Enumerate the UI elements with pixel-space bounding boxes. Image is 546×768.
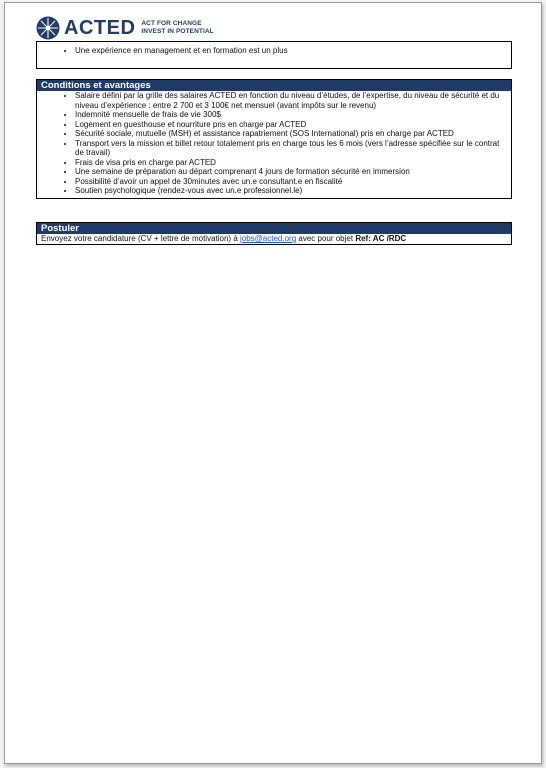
- list-item: • Soutien psychologique (rendez-vous avec un.e professionnel.le): [75, 186, 507, 196]
- logo-tagline: [141, 20, 213, 36]
- apply-text-middle: avec pour objet: [296, 234, 356, 243]
- logo-wordmark: ACTED: [64, 17, 136, 39]
- acted-logo: [36, 16, 214, 40]
- acted-globe-icon: [36, 16, 60, 40]
- conditions-section: [36, 79, 512, 199]
- conditions-heading: Conditions et avantages: [37, 80, 511, 91]
- list-item: • Logement en guesthouse et nourriture pris en charge par ACTED: [75, 120, 507, 130]
- profile-tail-box: [36, 41, 512, 69]
- apply-heading: Postuler: [37, 223, 511, 234]
- list-item: • Une expérience en management et en formation est un plus: [75, 46, 507, 56]
- profile-tail-list: [37, 42, 511, 58]
- list-item: • Transport vers la mission et billet retour totalement pris en charge tous les 6 mois (vers l’adresse spécifiée sur le contrat de travail): [75, 139, 507, 158]
- conditions-list: [37, 91, 511, 198]
- list-item: • Sécurité sociale, mutuelle (MSH) et assistance rapatriement (SOS International) pris en charge par ACTED: [75, 129, 507, 139]
- apply-section: [36, 222, 512, 245]
- list-item: • Possibilité d’avoir un appel de 30minutes avec un.e consultant.e en fiscalité: [75, 177, 507, 187]
- apply-text-before: Envoyez votre candidature (CV + lettre de motivation) à: [41, 234, 240, 243]
- list-item: • Indemnité mensuelle de frais de vie 300$: [75, 110, 507, 120]
- document-page: [4, 2, 542, 764]
- logo-tagline-line2: INVEST IN POTENTIAL: [141, 28, 214, 35]
- apply-email-link[interactable]: jobs@acted.org: [240, 234, 297, 243]
- logo-tagline-line1: ACT FOR CHANGE: [141, 20, 202, 27]
- list-item: • Frais de visa pris en charge par ACTED: [75, 158, 507, 168]
- apply-instructions: [37, 234, 511, 244]
- apply-reference: Ref: AC /RDC: [355, 234, 407, 243]
- list-item: • Une semaine de préparation au départ comprenant 4 jours de formation sécurité en immersion: [75, 167, 507, 177]
- list-item: • Salaire défini par la grille des salaires ACTED en fonction du niveau d’études, de l’expertise, du niveau de sécurité et du niveau d’expérience : entre 2 700 et 3 100€ net mensuel (avant impôts sur le revenu): [75, 91, 507, 110]
